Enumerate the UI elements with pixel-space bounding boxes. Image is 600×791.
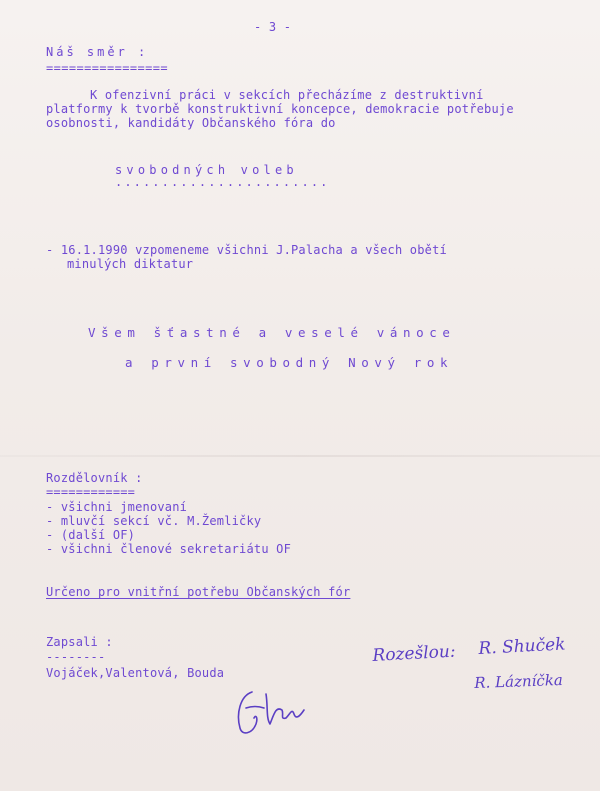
- handwritten-name-1: R. Shuček: [478, 634, 566, 659]
- page-number: - 3 -: [254, 20, 292, 34]
- bullet-line-2: minulých diktatur: [67, 257, 194, 271]
- recorded-by-title: Zapsali :: [46, 635, 113, 649]
- handwritten-name-2: R. Lázníčka: [474, 670, 564, 692]
- handwritten-sent-label: Rozešlou:: [372, 641, 457, 666]
- recorded-by-names: Vojáček,Valentová, Bouda: [46, 666, 225, 680]
- section-heading-rule: ================: [46, 61, 168, 75]
- section-heading: Náš směr :: [46, 45, 149, 59]
- intro-line-2: platformy k tvorbě konstruktivní koncepce, demokracie potřebuje: [46, 102, 514, 116]
- bullet-line-1: - 16.1.1990 vzpomeneme všichni J.Palacha a všech obětí: [46, 243, 447, 257]
- intro-line-1: K ofenzivní práci v sekcích přecházíme z destruktivní: [90, 88, 484, 102]
- distribution-title: Rozdělovník :: [46, 471, 143, 485]
- emphasis-dotted-underline: .......................: [115, 175, 330, 189]
- paper-fold-crease: [0, 455, 600, 457]
- handwritten-signature: [230, 684, 320, 744]
- distribution-rule: ============: [46, 485, 136, 499]
- distribution-item: - mluvčí sekcí vč. M.Žemličky: [46, 514, 262, 528]
- greeting-line-1: Všem šťastné a veselé vánoce: [88, 325, 456, 340]
- internal-use-note: Určeno pro vnitřní potřebu Občanských fór: [46, 585, 351, 599]
- emphasis-free-elections: svobodných voleb: [115, 163, 298, 177]
- distribution-item: - všichni členové sekretariátu OF: [46, 542, 292, 556]
- recorded-by-rule: --------: [46, 650, 106, 664]
- distribution-item: - všichni jmenovaní: [46, 500, 188, 514]
- greeting-line-2: a první svobodný Nový rok: [125, 355, 454, 370]
- distribution-item: - (další OF): [46, 528, 136, 542]
- intro-line-3: osobnosti, kandidáty Občanského fóra do: [46, 116, 336, 130]
